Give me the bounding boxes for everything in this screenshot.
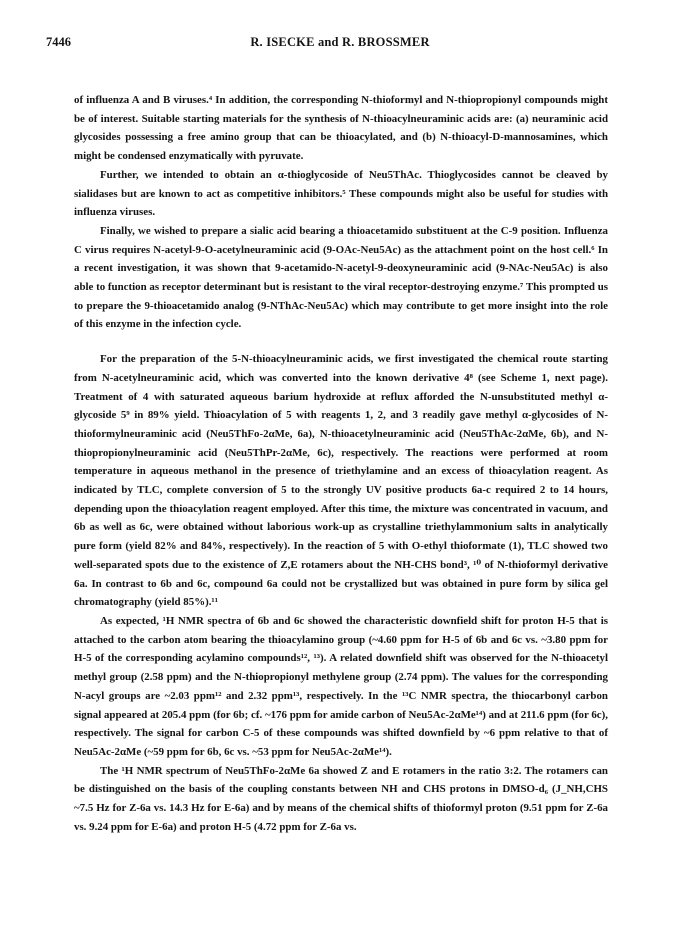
paragraph-thioacetamido: Finally, we wished to prepare a sialic acid bearing a thioacetamido substituent at the C-9 position. Influenza C virus requires N-acetyl-9-O-acetylneuraminic acid (9-OAc-Neu5Ac) as the attachment point on the host cell.⁶ In a recent investigation, it was shown that 9-acetamido-N-acetyl-9-deoxyneuraminic acid (9-NAc-Neu5Ac) is also able to function as receptor determinant but is resistant to the viral receptor-destroying enzyme.⁷ This prompted us to prepare the 9-thioacetamido analog (9-NThAc-Neu5Ac) which may contribute to get more insight into the role of this enzyme in the infection cycle. (74, 224, 608, 331)
paragraph-preparation: For the preparation of the 5-N-thioacylneuraminic acids, we first investigated the chemical route starting from N-acetylneuraminic acid, which was converted into the known derivative 4⁸ (see Scheme 1, next page). Treatment of 4 with saturated aqueous barium hydroxide at reflux afforded the N-unsubstituted methyl α-glycoside 5⁹ in 89% yield. Thioacylation of 5 with reagents 1, 2, and 3 readily gave methyl α-glycosides of N-thioformylneuraminic acid (Neu5ThFo-2αMe, 6a), N-thioacetylneuraminic acid (Neu5ThAc-2αMe, 6b), and N-thiopropionylneuraminic acid (Neu5ThPr-2αMe, 6c), respectively. The reactions were performed at room temperature in aqueous methanol in the presence of triethylamine and an excess of thioacylation reagent. As indicated by TLC, complete conversion of 5 to the strongly UV positive products 6a-c required 2 to 14 hours, depending upon the thioacylation reagent employed. After this time, the mixture was concentrated in vacuum, and 6b as well as 6c, were obtained without laborious work-up as crystalline triethylammonium salts in analytically pure form (yield 82% and 84%, respectively). In the reaction of 5 with O-ethyl thioformate (1), TLC showed two well-separated spots due to the existence of Z,E rotamers about the NH-CHS bond³, ¹⁰ of N-thioformyl derivative 6a. In contrast to 6b and 6c, compound 6a could not be crystallized but was obtained in pure form by silica gel chromatography (yield 85%).¹¹ (74, 353, 608, 609)
running-head: R. ISECKE and R. BROSSMER (250, 35, 430, 49)
paragraph-thioglycoside: Further, we intended to obtain an α-thioglycoside of Neu5ThAc. Thioglycosides cannot be cleaved by sialidases but are known to act as competitive inhibitors.⁵ These compounds might also be useful for studies with influenza viruses. (74, 168, 608, 219)
article-body (74, 91, 608, 836)
page-number: 7446 (46, 35, 71, 49)
paragraph-nmr-rotamers: The ¹H NMR spectrum of Neu5ThFo-2αMe 6a showed Z and E rotamers in the ratio 3:2. The rotamers can be distinguished on the basis of the coupling constants between NH and CHS protons in DMSO-d₆ (J_NH,CHS ~7.5 Hz for Z-6a vs. 14.3 Hz for E-6a) and by means of the chemical shifts of thioformyl proton (9.51 ppm for Z-6a vs. 9.24 ppm for E-6a) and proton H-5 (4.72 ppm for Z-6a vs. (74, 764, 608, 833)
paragraph-nmr-thioacyl: As expected, ¹H NMR spectra of 6b and 6c showed the characteristic downfield shift for proton H-5 that is attached to the carbon atom bearing the thioacylamino group (~4.60 ppm for H-5 of 6b and 6c vs. ~3.80 ppm for H-5 of the corresponding acylamino compounds¹², ¹³). A related downfield shift was observed for the N-thioacetyl methyl group (2.58 ppm) and the N-thiopropionyl methylene group (2.74 ppm). The values for the corresponding N-acyl groups are ~2.03 ppm¹² and 2.32 ppm¹³, respectively. In the ¹³C NMR spectra, the thiocarbonyl carbon signal appeared at 205.4 ppm (for 6b; cf. ~176 ppm for amide carbon of Neu5Ac-2αMe¹⁴) and at 211.6 ppm (for 6c), respectively. The signal for carbon C-5 of these compounds was shifted downfield by ~6 ppm relative to that of Neu5Ac-2αMe (~59 ppm for 6b, 6c vs. ~53 ppm for Neu5Ac-2αMe¹⁴). (74, 614, 608, 758)
paragraph-influenza-continuation: of influenza A and B viruses.⁴ In addition, the corresponding N-thioformyl and N-thiopropionyl compounds might be of interest. Suitable starting materials for the synthesis of N-thioacylneuraminic acids are: (a) neuraminic acid glycosides possessing a free amino group that can be thioacylated, and (b) N-thioacyl-D-mannosamines, which might be condensed enzymatically with pyruvate. (74, 94, 608, 163)
